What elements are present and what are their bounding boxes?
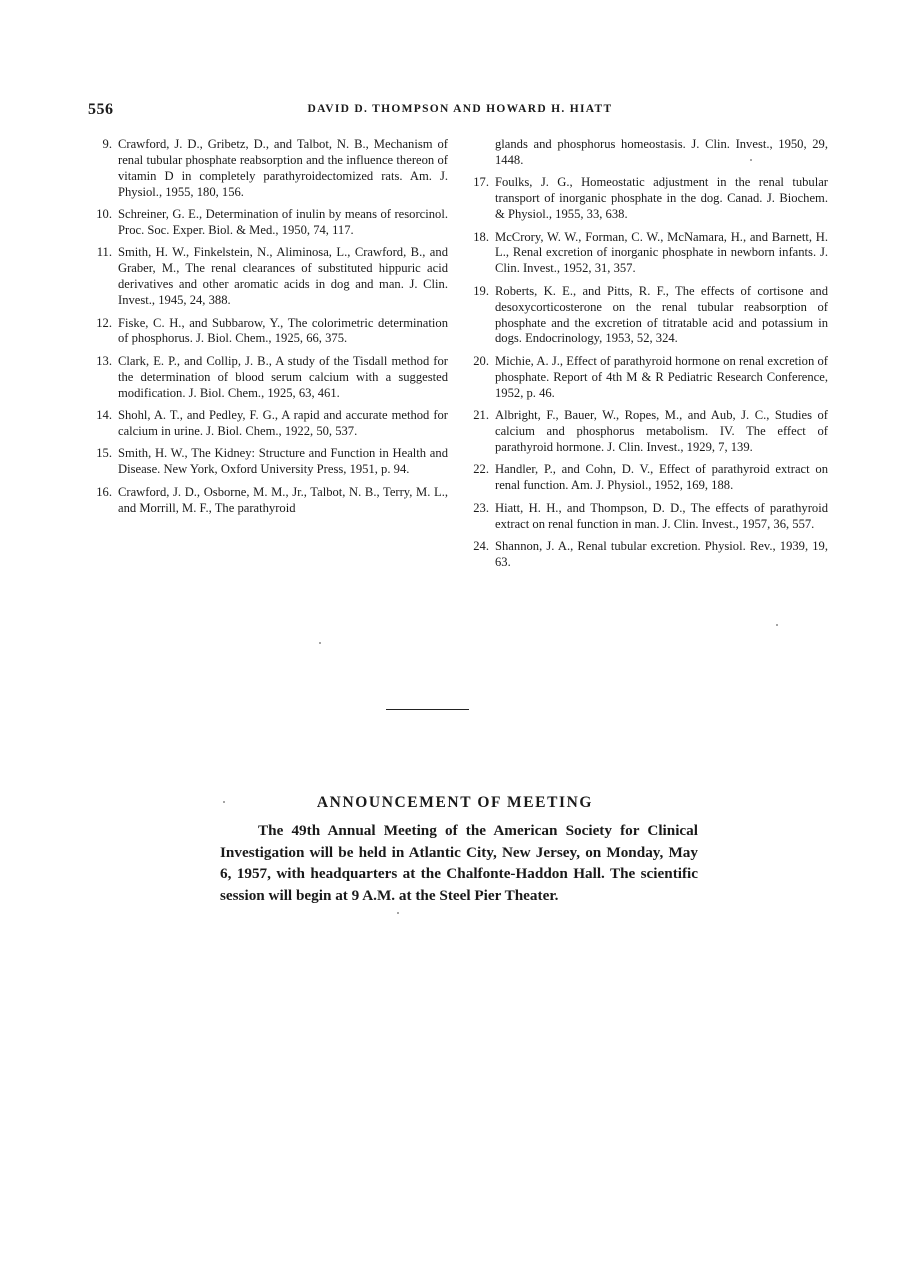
section-divider — [386, 709, 469, 710]
reference-number: 13. — [96, 353, 112, 368]
reference-item — [88, 137, 448, 201]
announcement-body: The 49th Annual Meeting of the American Society for Clinical Investigation will be held in Atlantic City, New Jersey, on Monday, May 6, 1957, with headquarters at the Chalfonte-Haddon Hall. The scientific session will begin at 9 A.M. at the Steel Pier Theater. — [220, 822, 698, 904]
reference-text: Shohl, A. T., and Pedley, F. G., A rapid and accurate method for calcium in urine. J. Biol. Chem., 1922, 50, 537. — [118, 408, 448, 438]
references-left-column — [88, 137, 448, 523]
reference-text: Clark, E. P., and Collip, J. B., A study of the Tisdall method for the determination of blood serum calcium with a suggested modification. J. Biol. Chem., 1925, 63, 461. — [118, 353, 448, 400]
reference-number: 15. — [96, 446, 112, 461]
reference-number: 19. — [473, 283, 489, 298]
reference-text: Crawford, J. D., Gribetz, D., and Talbot, N. B., Mechanism of renal tubular phosphate reabsorption and the influence thereon of vitamin D in completely parathyroidectomized rats. Am. J. Physiol., 1955, 180, 156. — [118, 137, 448, 199]
reference-text: Schreiner, G. E., Determination of inulin by means of resorcinol. Proc. Soc. Exper. Biol. & Med., 1950, 74, 117. — [118, 207, 448, 238]
reference-number: 23. — [473, 500, 489, 515]
reference-text: Crawford, J. D., Osborne, M. M., Jr., Talbot, N. B., Terry, M. L., and Morrill, M. F., The parathyroid — [118, 484, 448, 515]
scan-speck — [223, 801, 225, 803]
running-head: DAVID D. THOMPSON AND HOWARD H. HIATT — [307, 103, 613, 115]
reference-item — [88, 245, 448, 309]
reference-continuation: glands and phosphorus homeostasis. J. Clin. Invest., 1950, 29, 1448. — [495, 137, 828, 167]
reference-number: 18. — [473, 229, 489, 244]
reference-number: 9. — [102, 137, 112, 151]
reference-number: 10. — [96, 207, 112, 222]
reference-number: 14. — [96, 408, 112, 423]
reference-text: Michie, A. J., Effect of parathyroid hormone on renal excretion of phosphate. Report of 4th M & R Pediatric Research Conference, 1952, p. 46. — [495, 353, 828, 400]
reference-item — [88, 408, 448, 440]
reference-number: 11. — [96, 245, 112, 260]
reference-text: Roberts, K. E., and Pitts, R. F., The effects of cortisone and desoxycorticosterone on the renal tubular reabsorption of phosphate and the excretion of titratable acid and potassium in dogs. Endocrinology, 1953, 52, 324. — [495, 283, 828, 346]
reference-item — [465, 539, 828, 571]
reference-item — [465, 408, 828, 456]
reference-text: Albright, F., Bauer, W., Ropes, M., and Aub, J. C., Studies of calcium and phosphorus metabolism. IV. The effect of parathyroid hormone. J. Clin. Invest., 1929, 7, 139. — [495, 408, 828, 454]
reference-text: Smith, H. W., The Kidney: Structure and Function in Health and Disease. New York, Oxford University Press, 1951, p. 94. — [118, 446, 448, 477]
reference-number: 17. — [473, 175, 489, 190]
reference-text: Shannon, J. A., Renal tubular excretion. Physiol. Rev., 1939, 19, 63. — [495, 538, 828, 569]
reference-item — [465, 462, 828, 494]
reference-number: 12. — [96, 315, 112, 330]
reference-text: Hiatt, H. H., and Thompson, D. D., The effects of parathyroid extract on renal function in man. J. Clin. Invest., 1957, 36, 557. — [495, 500, 828, 531]
reference-item — [465, 501, 828, 533]
scan-speck — [776, 624, 778, 626]
scan-speck — [750, 159, 752, 161]
reference-text: McCrory, W. W., Forman, C. W., McNamara, H., and Barnett, H. L., Renal excretion of inorganic phosphate in newborn infants. J. Clin. Invest., 1952, 31, 357. — [495, 229, 828, 276]
reference-text: Smith, H. W., Finkelstein, N., Aliminosa, L., Crawford, B., and Graber, M., The renal clearances of substituted hippuric acid derivatives and other aromatic acids in dog and man. J. Clin. Invest., 1945, 24, 388. — [118, 245, 448, 308]
reference-item — [88, 207, 448, 239]
reference-item — [88, 485, 448, 517]
reference-item — [88, 354, 448, 402]
reference-item — [88, 316, 448, 348]
reference-item — [465, 354, 828, 402]
reference-number: 20. — [473, 353, 489, 368]
page-number: 556 — [88, 101, 114, 118]
reference-number: 24. — [473, 538, 489, 553]
reference-text: Foulks, J. G., Homeostatic adjustment in the renal tubular transport of inorganic phosphate in the dog. Canad. J. Biochem. & Physiol., 1955, 33, 638. — [495, 175, 828, 222]
announcement-title: ANNOUNCEMENT OF MEETING — [316, 794, 594, 811]
reference-text: Fiske, C. H., and Subbarow, Y., The colorimetric determination of phosphorus. J. Biol. Chem., 1925, 66, 375. — [118, 315, 448, 346]
reference-number: 16. — [96, 484, 112, 499]
reference-number: 22. — [473, 462, 489, 477]
reference-item — [465, 284, 828, 348]
references-right-column — [465, 137, 828, 577]
reference-item — [465, 230, 828, 278]
scan-speck — [319, 642, 321, 644]
reference-item — [88, 446, 448, 478]
reference-text: Handler, P., and Cohn, D. V., Effect of parathyroid extract on renal function. Am. J. Physiol., 1952, 169, 188. — [495, 462, 828, 493]
scan-speck — [397, 912, 399, 914]
reference-item — [465, 175, 828, 223]
reference-number: 21. — [473, 408, 489, 423]
